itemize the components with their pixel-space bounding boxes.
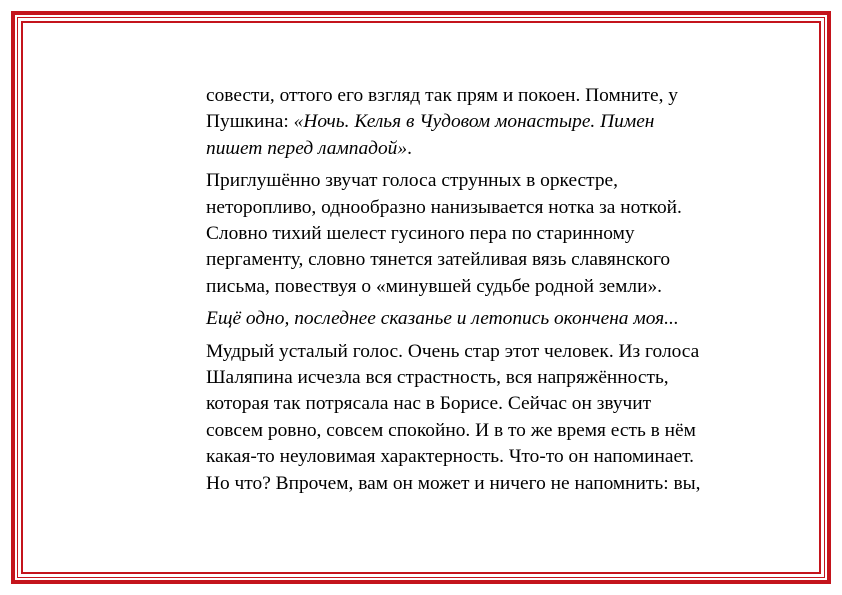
text-block — [206, 83, 746, 503]
text-line — [206, 221, 746, 247]
paragraph-4 — [206, 339, 746, 497]
text-line — [206, 418, 746, 444]
text-segment: Пушкина: — [206, 111, 294, 133]
text-segment: Мудрый усталый голос. Очень стар этот человек. Из голоса — [206, 340, 700, 362]
text-line — [206, 471, 746, 497]
text-line — [206, 391, 746, 417]
text-line — [206, 168, 746, 194]
text-line — [206, 247, 746, 273]
text-line — [206, 444, 746, 470]
text-segment: Словно тихий шелест гусиного пера по старинному — [206, 223, 635, 245]
text-segment: неторопливо, однообразно нанизывается нотка за ноткой. — [206, 196, 682, 218]
paragraph-3 — [206, 306, 746, 332]
text-segment: пергаменту, словно тянется затейливая вязь славянского — [206, 249, 671, 271]
text-segment: совести, оттого его взгляд так прям и покоен. Помните, у — [206, 85, 679, 106]
text-line — [206, 83, 746, 109]
paragraph-1 — [206, 83, 746, 162]
text-line — [206, 274, 746, 300]
text-segment: Шаляпина исчезла вся страстность, вся напряжённость, — [206, 367, 669, 389]
text-line — [206, 136, 746, 162]
text-line — [206, 365, 746, 391]
italic-text-segment: Ещё одно, последнее сказанье и летопись окончена моя... — [206, 308, 679, 330]
text-segment: совсем ровно, совсем спокойно. И в то же время есть в нём — [206, 419, 696, 441]
text-line — [206, 306, 746, 332]
text-line — [206, 339, 746, 365]
text-segment: Но что? Впрочем, вам он может и ничего не напомнить: вы, — [206, 472, 701, 494]
text-segment: какая-то неуловимая характерность. Что-то он напоминает. — [206, 446, 695, 468]
text-segment: которая так потрясала нас в Борисе. Сейчас он звучит — [206, 393, 652, 415]
italic-text-segment: пишет перед лампадой» — [206, 137, 408, 159]
text-line — [206, 109, 746, 135]
text-segment: . — [407, 137, 412, 159]
italic-text-segment: «Ночь. Келья в Чудовом монастыре. Пимен — [293, 111, 655, 133]
text-line — [206, 195, 746, 221]
text-segment: письма, повествуя о «минувшей судьбе родной земли». — [206, 275, 663, 297]
paragraph-2 — [206, 168, 746, 300]
text-segment: Приглушённо звучат голоса струнных в оркестре, — [206, 170, 619, 192]
